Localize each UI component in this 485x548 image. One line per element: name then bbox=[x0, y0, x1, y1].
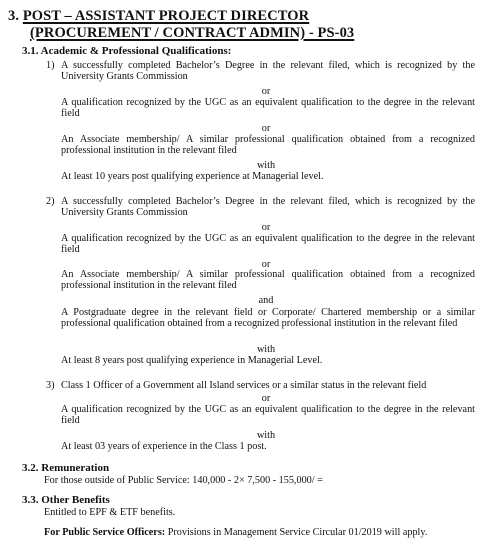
item-2-degree: A successfully completed Bachelor’s Degree in the relevant filed, which is recognized by the University Grants Commission bbox=[61, 196, 475, 219]
item-1-experience: At least 10 years post qualifying experience at Managerial level. bbox=[61, 171, 324, 182]
item-2-postgraduate: A Postgraduate degree in the relevant field or Corporate/ Chartered membership or a similar professional qualification obtained from a recognized professional institution in the relevant filed bbox=[61, 307, 475, 330]
item-3-equivalent: A qualification recognized by the UGC as an equivalent qualification to the degree in the relevant field bbox=[61, 404, 475, 427]
item-1-equivalent: A qualification recognized by the UGC as an equivalent qualification to the degree in the relevant field bbox=[61, 97, 475, 120]
item-3-number: 3) bbox=[46, 380, 55, 391]
item-2-membership: An Associate membership/ A similar professional qualification obtained from a recognized professional institution in the relevant filed bbox=[61, 269, 475, 292]
remuneration-text: For those outside of Public Service: 140,000 - 2× 7,500 - 155,000/ = bbox=[44, 475, 323, 486]
public-service-note-label: For Public Service Officers: bbox=[44, 527, 166, 538]
item-2-with: with bbox=[256, 344, 276, 355]
post-title-line-1 bbox=[8, 8, 309, 24]
item-2-number: 2) bbox=[46, 196, 55, 207]
item-2-or-2: or bbox=[261, 259, 271, 270]
public-service-note bbox=[44, 527, 427, 538]
item-2-and: and bbox=[258, 295, 274, 306]
item-3-experience: At least 03 years of experience in the Class 1 post. bbox=[61, 441, 267, 452]
item-3-or: or bbox=[261, 393, 271, 404]
item-2-experience: At least 8 years post qualifying experience in Managerial Level. bbox=[61, 355, 323, 366]
public-service-note-text: Provisions in Management Service Circular 01/2019 will apply. bbox=[165, 527, 428, 538]
post-subtitle: (PROCUREMENT / CONTRACT ADMIN) - PS-03 bbox=[30, 25, 355, 41]
qualifications-heading: 3.1. Academic & Professional Qualifications: bbox=[22, 45, 232, 57]
item-1-or-2: or bbox=[261, 123, 271, 134]
remuneration-heading: 3.2. Remuneration bbox=[22, 462, 110, 474]
item-3-with: with bbox=[256, 430, 276, 441]
item-1-membership: An Associate membership/ A similar professional qualification obtained from a recognized professional institution in the relevant filed bbox=[61, 134, 475, 157]
post-title-line-2 bbox=[30, 25, 354, 41]
item-1-degree: A successfully completed Bachelor’s Degree in the relevant filed, which is recognized by the University Grants Commission bbox=[61, 60, 475, 83]
item-1-number: 1) bbox=[46, 60, 55, 71]
item-1-or-1: or bbox=[261, 86, 271, 97]
section-number: 3. bbox=[8, 8, 20, 24]
item-2-equivalent: A qualification recognized by the UGC as an equivalent qualification to the degree in the relevant field bbox=[61, 233, 475, 256]
other-benefits-heading: 3.3. Other Benefits bbox=[22, 494, 110, 506]
post-title: POST – ASSISTANT PROJECT DIRECTOR bbox=[22, 8, 310, 24]
item-1-with: with bbox=[256, 160, 276, 171]
item-3-class1: Class 1 Officer of a Government all Island services or a similar status in the relevant field bbox=[61, 380, 427, 391]
other-benefits-text: Entitled to EPF & ETF benefits. bbox=[44, 507, 176, 518]
item-2-or-1: or bbox=[261, 222, 271, 233]
